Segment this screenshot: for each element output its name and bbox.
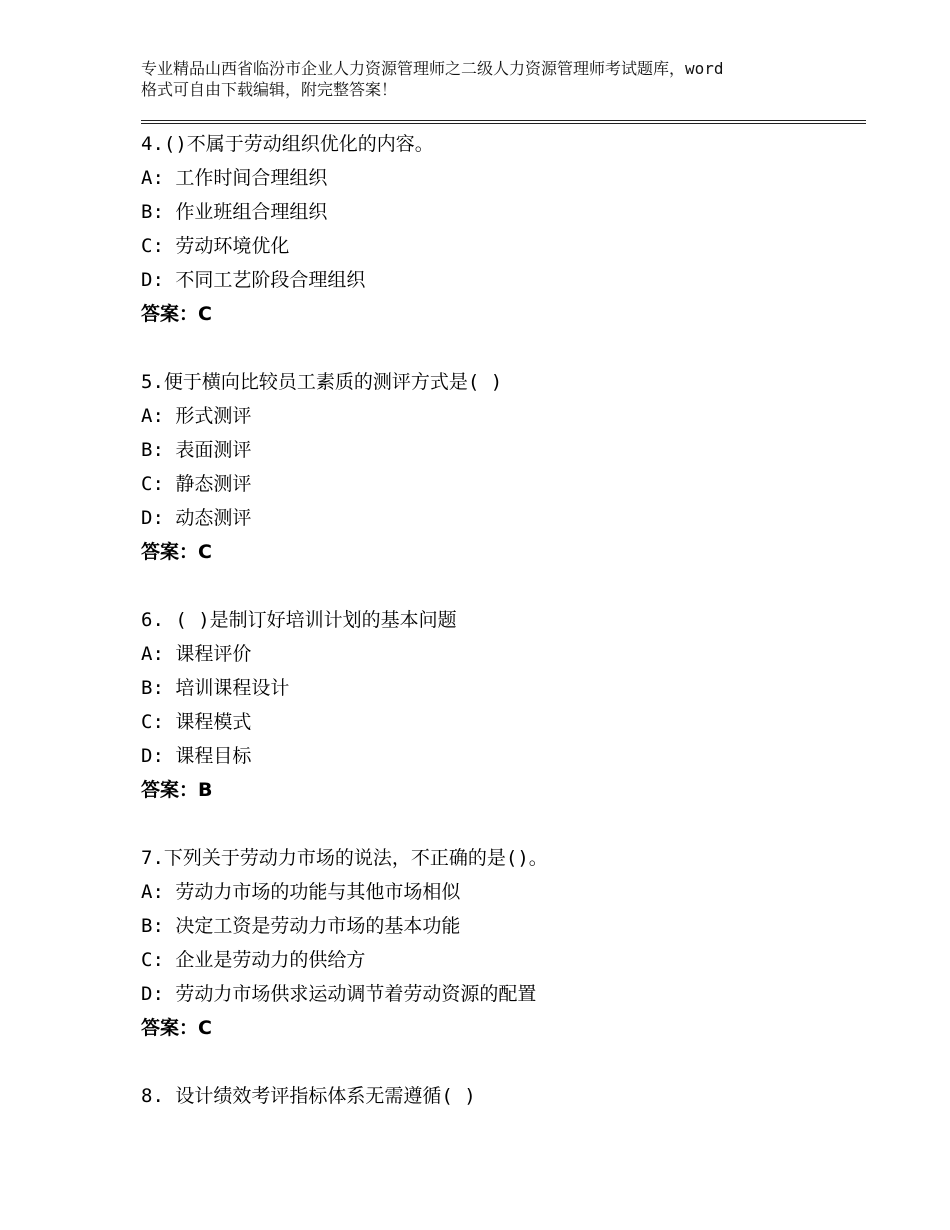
header-divider-bottom xyxy=(141,123,866,124)
option-b: B: 决定工资是劳动力市场的基本功能 xyxy=(141,915,461,937)
question-stem: 7.下列关于劳动力市场的说法，不正确的是()。 xyxy=(141,847,548,869)
answer-label: 答案：B xyxy=(141,779,213,801)
option-a: A: 形式测评 xyxy=(141,405,252,427)
question-7 xyxy=(141,841,861,1045)
header-divider-top xyxy=(141,120,866,121)
option-b: B: 作业班组合理组织 xyxy=(141,201,328,223)
header-line-2: 格式可自由下载编辑，附完整答案！ xyxy=(141,80,398,99)
option-c: C: 企业是劳动力的供给方 xyxy=(141,949,366,971)
option-c: C: 静态测评 xyxy=(141,473,252,495)
option-b: B: 表面测评 xyxy=(141,439,252,461)
question-list xyxy=(141,127,861,1147)
document-header xyxy=(141,58,841,100)
option-c: C: 劳动环境优化 xyxy=(141,235,290,257)
question-stem: 8. 设计绩效考评指标体系无需遵循( ) xyxy=(141,1085,476,1107)
answer-label: 答案：C xyxy=(141,303,212,325)
question-8 xyxy=(141,1079,861,1113)
question-5 xyxy=(141,365,861,569)
header-line-1: 专业精品山西省临汾市企业人力资源管理师之二级人力资源管理师考试题库，word xyxy=(141,59,724,78)
question-stem: 5.便于横向比较员工素质的测评方式是( ) xyxy=(141,371,503,393)
option-a: A: 工作时间合理组织 xyxy=(141,167,328,189)
option-a: A: 课程评价 xyxy=(141,643,252,665)
question-6 xyxy=(141,603,861,807)
answer-label: 答案：C xyxy=(141,1017,212,1039)
answer-label: 答案：C xyxy=(141,541,212,563)
option-d: D: 劳动力市场供求运动调节着劳动资源的配置 xyxy=(141,983,537,1005)
question-4 xyxy=(141,127,861,331)
question-stem: 6. ( )是制订好培训计划的基本问题 xyxy=(141,609,457,631)
option-d: D: 不同工艺阶段合理组织 xyxy=(141,269,366,291)
question-stem: 4.()不属于劳动组织优化的内容。 xyxy=(141,133,434,155)
option-d: D: 动态测评 xyxy=(141,507,252,529)
option-d: D: 课程目标 xyxy=(141,745,252,767)
option-c: C: 课程模式 xyxy=(141,711,252,733)
option-a: A: 劳动力市场的功能与其他市场相似 xyxy=(141,881,461,903)
option-b: B: 培训课程设计 xyxy=(141,677,290,699)
